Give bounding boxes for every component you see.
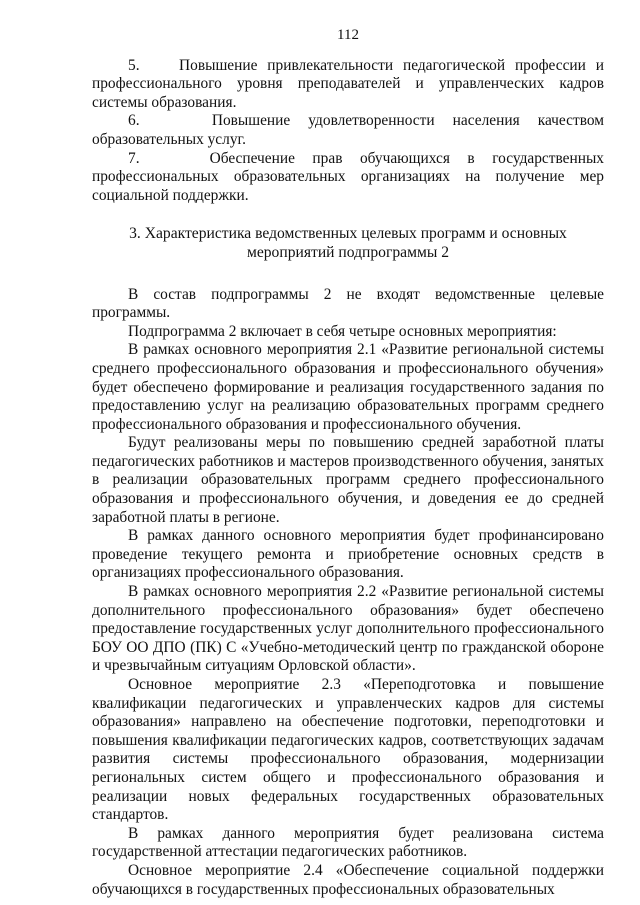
list-item-6: 6. Повышение удовлетворенности населения качеством образовательных услуг. xyxy=(92,112,604,148)
section-heading-line-2: мероприятий подпрограммы 2 xyxy=(246,243,450,261)
paragraph-5: В рамках данного основного мероприятия будет профинансировано проведение текущего ремонта и приобретение основных средств в организациях профессионального образования. xyxy=(92,527,604,582)
document-page xyxy=(92,26,604,899)
paragraph-9: Основное мероприятие 2.4 «Обеспечение социальной поддержки обучающихся в государственных профессиональных образовательных xyxy=(92,861,604,898)
paragraph-7: Основное мероприятие 2.3 «Переподготовка и повышение квалификации педагогических и управленческих кадров для системы образования» направлено на обеспечение подготовки, переподготовки и повышения квалификации педагогических кадров, соответствующих задачам развития системы профессионального образования, модернизации региональных систем общего и профессионального образования и реализации новых федеральных государственных образовательных стандартов. xyxy=(92,676,604,824)
section-heading-line-1: 3. Характеристика ведомственных целевых программ и основных xyxy=(129,225,567,243)
list-item-7: 7. Обеспечение прав обучающихся в государственных профессиональных образовательных организациях на получение мер социальной поддержки. xyxy=(92,149,604,204)
list-item-5: 5. Повышение привлекательности педагогической профессии и профессионального уровня преподавателей и управленческих кадров системы образования. xyxy=(92,56,604,111)
paragraph-8: В рамках данного мероприятия будет реализована система государственной аттестации педагогических работников. xyxy=(92,824,604,861)
paragraph-4: Будут реализованы меры по повышению средней заработной платы педагогических работников и мастеров производственного обучения, занятых в реализации образовательных программ среднего профессионального образования и профессионального обучения, и доведения ее до средней заработной платы в регионе. xyxy=(92,434,604,526)
page-number: 112 xyxy=(337,27,359,43)
section-heading xyxy=(92,225,604,262)
paragraph-3: В рамках основного мероприятия 2.1 «Развитие региональной системы среднего профессионального образования и профессионального обучения» будет обеспечено формирование и реализация государственного задания по предоставлению услуг на реализацию образовательных программ среднего профессионального образования и профессионального обучения. xyxy=(92,341,604,433)
paragraph-1: В состав подпрограммы 2 не входят ведомственные целевые программы. xyxy=(92,285,604,322)
paragraph-2: Подпрограмма 2 включает в себя четыре основных мероприятия: xyxy=(128,322,557,340)
paragraph-6: В рамках основного мероприятия 2.2 «Развитие региональной системы дополнительного профессионального образования» будет обеспечено предоставление государственных услуг дополнительного профессионального БОУ ОО ДПО (ПК) С «Учебно-методический центр по гражданской обороне и чрезвычайным ситуациям Орловской области». xyxy=(92,583,604,675)
